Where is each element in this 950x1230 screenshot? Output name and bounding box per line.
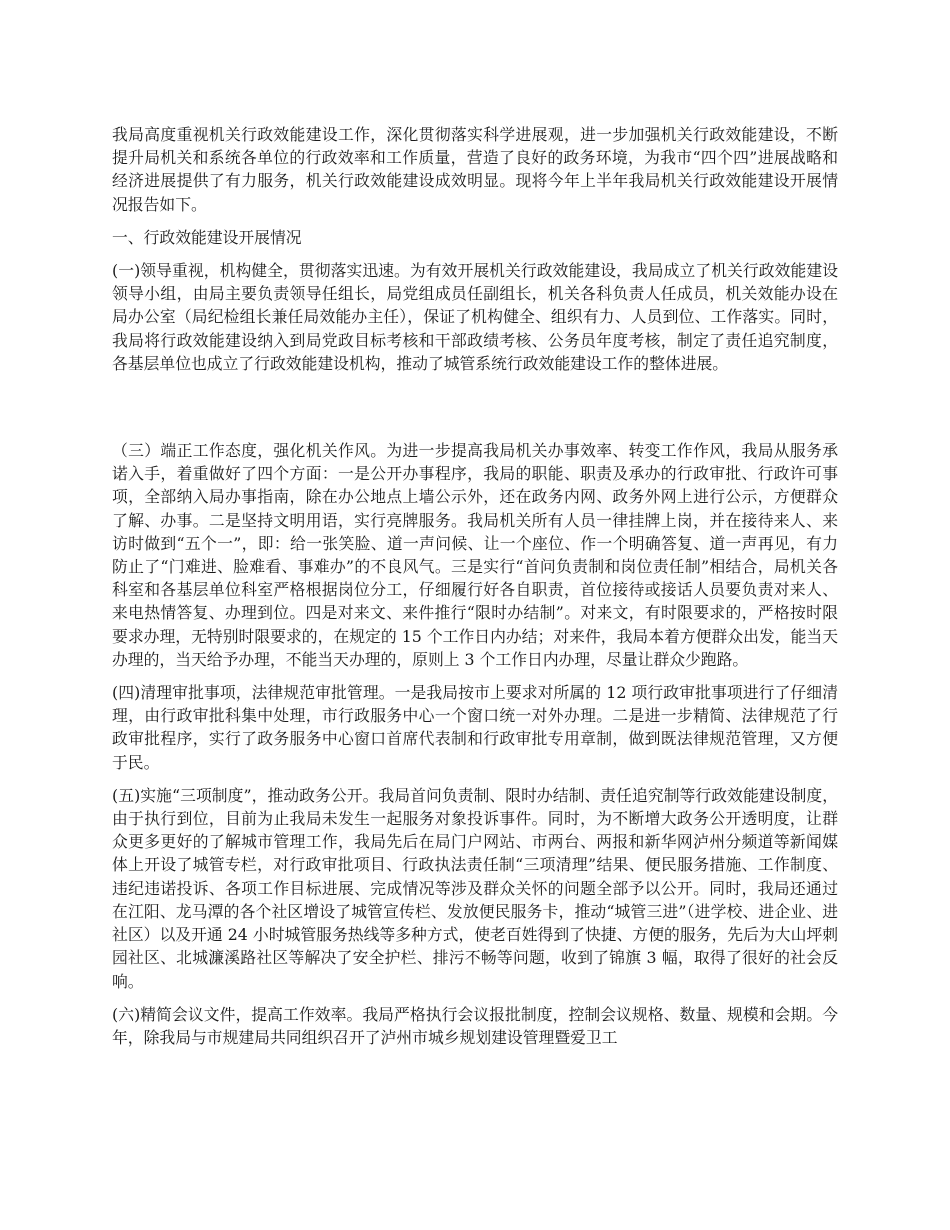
paragraph-meetings: (六)精简会议文件，提高工作效率。我局严格执行会议报批制度，控制会议规格、数量、规模和会期。今年，除我局与市规建局共同组织召开了泸州市城乡规划建设管理暨爱卫工: [112, 1004, 838, 1047]
document-body: [112, 123, 838, 1049]
section-heading: 一、行政效能建设开展情况: [112, 227, 302, 247]
intro-paragraph: 我局高度重视机关行政效能建设工作，深化贯彻落实科学进展观，进一步加强机关行政效能建设，不断提升局机关和系统各单位的行政效率和工作质量，营造了良好的政务环境，为我市“四个四”进展战略和经济进展提供了有力服务，机关行政效能建设成效明显。现将今年上半年我局机关行政效能建设开展情况报告如下。: [112, 125, 838, 214]
paragraph-work-style: （三）端正工作态度，强化机关作风。为进一步提高我局机关办事效率、转变工作作风，我局从服务承诺入手，着重做好了四个方面：一是公开办事程序，我局的职能、职责及承办的行政审批、行政许可事项，全部纳入局办事指南，除在办公地点上墙公示外，还在政务内网、政务外网上进行公示，方便群众了解、办事。二是坚持文明用语，实行亮牌服务。我局机关所有人员一律挂牌上岗，并在接待来人、来访时做到“五个一”，即：给一张笑脸、道一声问候、让一个座位、作一个明确答复、道一声再见，有力防止了“门难进、脸难看、事难办”的不良风气。三是实行“首问负责制和岗位责任制”相结合，局机关各科室和各基层单位科室严格根据岗位分工，仔细履行好各自职责，首位接待或接话人员要负责对来人、来电热情答复、办理到位。四是对来文、来件推行“限时办结制”。对来文，有时限要求的，严格按时限要求办理，无特别时限要求的，在规定的 15 个工作日内办结；对来件，我局本着方便群众出发，能当天办理的，当天给予办理，不能当天办理的，原则上 3 个工作日内办理，尽量让群众少跑路。: [112, 441, 838, 669]
paragraph-approval: (四)清理审批事项，法律规范审批管理。一是我局按市上要求对所属的 12 项行政审批事项进行了仔细清理，由行政审批科集中处理，市行政服务中心一个窗口统一对外办理。二是进一步精简、法律规范了行政审批程序，实行了政务服务中心窗口首席代表制和行政审批专用章制，做到既法律规范管理，又方便于民。: [112, 683, 838, 772]
paragraph-three-systems: (五)实施“三项制度”，推动政务公开。我局首问负责制、限时办结制、责任追究制等行政效能建设制度，由于执行到位，目前为止我局未发生一起服务对象投诉事件。同时，为不断增大政务公开透明度，让群众更多更好的了解城市管理工作，我局先后在局门户网站、市两台、两报和新华网泸州分频道等新闻媒体上开设了城管专栏，对行政审批项目、行政执法责任制“三项清理”结果、便民服务措施、工作制度、违纪违诺投诉、各项工作目标进展、完成情况等涉及群众关怀的问题全部予以公开。同时，我局还通过在江阳、龙马潭的各个社区增设了城管宣传栏、发放便民服务卡，推动“城管三进”（进学校、进企业、进社区）以及开通 24 小时城管服务热线等多种方式，使老百姓得到了快捷、方便的服务，先后为大山坪刺园社区、北城濂溪路社区等解决了安全护栏、排污不畅等问题，收到了锦旗 3 幅，取得了很好的社会反响。: [112, 785, 838, 991]
paragraph-leadership: (一)领导重视，机构健全，贯彻落实迅速。为有效开展机关行政效能建设，我局成立了机关行政效能建设领导小组，由局主要负责领导任组长，局党组成员任副组长，机关各科负责人任成员，机关效能办设在局办公室（局纪检组长兼任局效能办主任），保证了机构健全、组织有力、人员到位、工作落实。同时，我局将行政效能建设纳入到局党政目标考核和干部政绩考核、公务员年度考核，制定了责任追究制度，各基层单位也成立了行政效能建设机构，推动了城管系统行政效能建设工作的整体进展。: [112, 261, 838, 373]
